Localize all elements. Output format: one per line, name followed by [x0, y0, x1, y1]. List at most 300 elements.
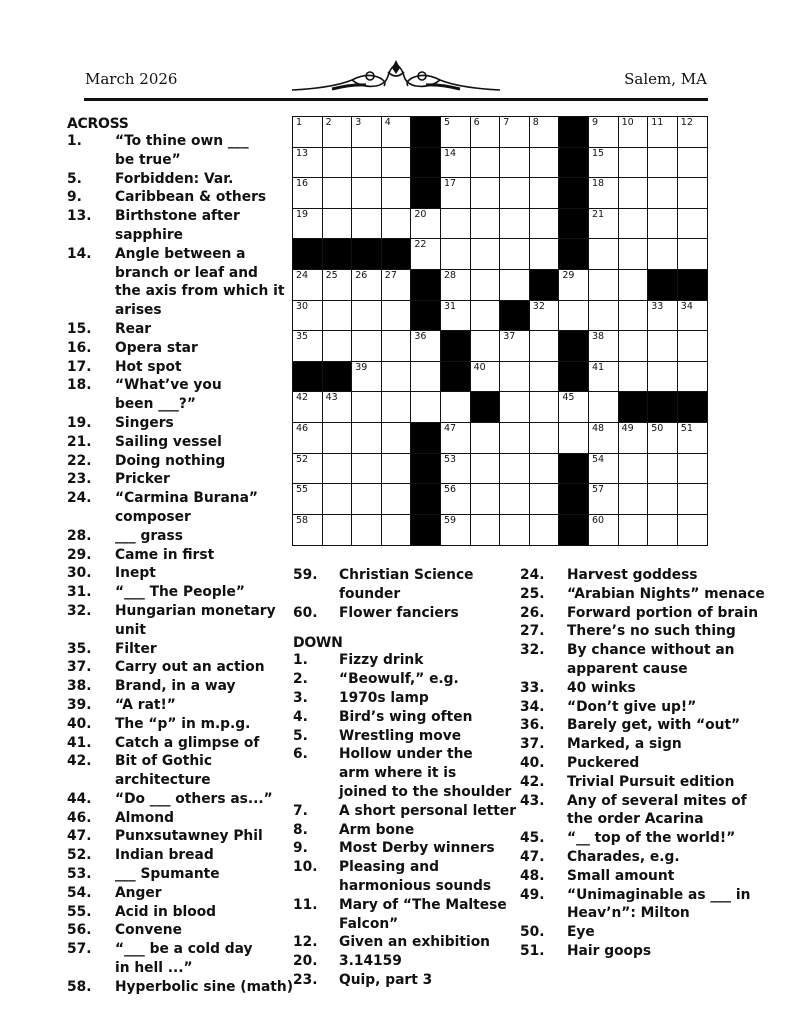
grid-block [410, 514, 441, 546]
grid-cell[interactable] [618, 422, 649, 454]
grid-cell[interactable] [351, 453, 382, 485]
grid-cell[interactable] [558, 391, 589, 423]
grid-cell[interactable] [618, 177, 649, 209]
clue-line [293, 802, 517, 821]
clue-line [293, 933, 513, 952]
grid-cell[interactable] [618, 116, 649, 148]
grid-cell[interactable] [470, 208, 501, 240]
grid-cell[interactable] [381, 147, 412, 179]
clue-text: Hollow under the [339, 746, 473, 763]
grid-block [499, 300, 530, 332]
cell-number: 56 [444, 484, 457, 496]
clue-number: 53. [67, 866, 92, 883]
clue-line [67, 677, 292, 696]
clue-text: Trivial Pursuit edition [567, 773, 735, 790]
grid-cell[interactable] [677, 361, 708, 393]
cell-number: 16 [296, 178, 309, 190]
clue-text: “What’ve you [115, 377, 222, 394]
clue-number: 9. [67, 189, 82, 206]
grid-cell[interactable] [588, 361, 619, 393]
grid-cell[interactable] [470, 422, 501, 454]
grid-cell[interactable] [499, 177, 530, 209]
clue-text: Acid in blood [115, 903, 217, 920]
down-clues-column [520, 566, 765, 961]
grid-cell[interactable] [470, 453, 501, 485]
grid-cell[interactable] [322, 514, 353, 546]
clue-text: “___ The People” [115, 584, 245, 601]
grid-cell[interactable] [588, 422, 619, 454]
grid-cell[interactable] [292, 116, 323, 148]
grid-cell[interactable] [529, 177, 560, 209]
grid-cell[interactable] [410, 208, 441, 240]
grid-cell[interactable] [470, 177, 501, 209]
grid-cell[interactable] [440, 116, 471, 148]
clue-line [293, 783, 513, 802]
clue-text: “Don’t give up!” [567, 698, 697, 715]
cell-number: 36 [414, 331, 427, 343]
grid-cell[interactable] [588, 269, 619, 301]
grid-cell[interactable] [618, 208, 649, 240]
grid-cell[interactable] [647, 483, 678, 515]
grid-cell[interactable] [499, 147, 530, 179]
grid-cell[interactable] [677, 116, 708, 148]
clue-text: arm where it is [339, 765, 457, 782]
clue-number: 29. [67, 546, 92, 563]
grid-cell[interactable] [499, 514, 530, 546]
clue-line [293, 585, 513, 604]
grid-cell[interactable] [440, 269, 471, 301]
grid-block [558, 147, 589, 179]
clue-line [293, 821, 513, 840]
grid-cell[interactable] [677, 483, 708, 515]
clue-text: composer [115, 508, 191, 525]
grid-cell[interactable] [381, 116, 412, 148]
grid-cell[interactable] [618, 147, 649, 179]
grid-cell[interactable] [351, 208, 382, 240]
clue-text: Angle between a [115, 245, 246, 262]
grid-cell[interactable] [470, 361, 501, 393]
clue-line [293, 764, 513, 783]
grid-cell[interactable] [618, 483, 649, 515]
clue-line [67, 339, 292, 358]
grid-block [410, 269, 441, 301]
grid-cell[interactable] [351, 269, 382, 301]
grid-cell[interactable] [322, 391, 353, 423]
grid-cell[interactable] [588, 483, 619, 515]
grid-cell[interactable] [647, 208, 678, 240]
grid-cell[interactable] [618, 514, 649, 546]
grid-cell[interactable] [410, 361, 441, 393]
clue-number: 43. [520, 792, 545, 809]
cell-number: 10 [621, 117, 634, 128]
clue-text: Wrestling move [339, 727, 462, 744]
clue-text: Bird’s wing often [339, 708, 473, 725]
clue-text: unit [115, 621, 146, 638]
grid-cell[interactable] [529, 147, 560, 179]
cell-number: 41 [592, 361, 605, 373]
grid-cell[interactable] [292, 453, 323, 485]
grid-cell[interactable] [647, 422, 678, 454]
grid-cell[interactable] [499, 483, 530, 515]
grid-cell[interactable] [588, 116, 619, 148]
clue-text: Forbidden: Var. [115, 170, 234, 187]
header-date: March 2026 [85, 70, 178, 88]
clue-line [67, 226, 292, 245]
grid-cell[interactable] [381, 177, 412, 209]
grid-cell[interactable] [529, 116, 560, 148]
grid-cell[interactable] [677, 330, 708, 362]
clue-text: Forward portion of brain [567, 604, 759, 621]
grid-cell[interactable] [677, 177, 708, 209]
clue-text: “A rat!” [115, 696, 176, 713]
cell-number: 58 [296, 514, 309, 526]
grid-cell[interactable] [470, 238, 501, 270]
clue-text: 3.14159 [339, 953, 402, 970]
grid-cell[interactable] [588, 208, 619, 240]
clue-line [520, 585, 765, 604]
cell-number: 40 [473, 361, 486, 373]
clue-text: the axis from which it [115, 283, 285, 300]
grid-cell[interactable] [470, 483, 501, 515]
ornament-flourish-icon [292, 58, 500, 94]
grid-cell[interactable] [499, 116, 530, 148]
grid-cell[interactable] [381, 208, 412, 240]
cell-number: 31 [444, 300, 457, 312]
clue-number: 5. [67, 170, 82, 187]
grid-cell[interactable] [440, 147, 471, 179]
grid-cell[interactable] [322, 300, 353, 332]
grid-cell[interactable] [410, 330, 441, 362]
grid-cell[interactable] [410, 238, 441, 270]
grid-cell[interactable] [588, 391, 619, 423]
clue-line [67, 752, 292, 771]
clue-number: 48. [520, 867, 545, 884]
grid-cell[interactable] [558, 300, 589, 332]
cell-number: 37 [503, 331, 516, 343]
clue-text: Marked, a sign [567, 736, 682, 753]
cell-number: 18 [592, 178, 605, 190]
grid-cell[interactable] [558, 269, 589, 301]
clue-line [67, 809, 292, 828]
cell-number: 27 [384, 270, 397, 281]
grid-cell[interactable] [588, 147, 619, 179]
grid-cell[interactable] [677, 422, 708, 454]
cell-number: 32 [532, 300, 545, 312]
clue-line [520, 886, 760, 905]
grid-block [410, 422, 441, 454]
grid-cell[interactable] [292, 514, 323, 546]
clue-line [293, 952, 513, 971]
grid-cell[interactable] [351, 422, 382, 454]
grid-cell[interactable] [351, 483, 382, 515]
grid-cell[interactable] [351, 514, 382, 546]
grid-cell[interactable] [322, 422, 353, 454]
clue-line [67, 640, 292, 659]
clue-number: 10. [293, 859, 318, 876]
grid-cell[interactable] [499, 330, 530, 362]
grid-cell[interactable] [647, 116, 678, 148]
clue-text: “Beowulf,” e.g. [339, 671, 459, 688]
clue-number: 45. [520, 830, 545, 847]
clue-text: “Arabian Nights” menace [567, 585, 765, 602]
grid-cell[interactable] [499, 391, 530, 423]
grid-cell[interactable] [558, 422, 589, 454]
grid-block [470, 391, 501, 423]
grid-cell[interactable] [588, 453, 619, 485]
clue-line [67, 602, 292, 621]
clue-line [67, 658, 292, 677]
grid-cell[interactable] [440, 238, 471, 270]
cell-number: 9 [592, 117, 599, 128]
grid-cell[interactable] [322, 269, 353, 301]
grid-cell[interactable] [677, 147, 708, 179]
grid-cell[interactable] [618, 330, 649, 362]
clue-number: 3. [293, 689, 308, 706]
clue-text: be true” [115, 151, 181, 168]
grid-cell[interactable] [499, 269, 530, 301]
grid-cell[interactable] [351, 177, 382, 209]
grid-cell[interactable] [292, 269, 323, 301]
grid-cell[interactable] [470, 116, 501, 148]
clue-line [67, 564, 292, 583]
grid-cell[interactable] [499, 238, 530, 270]
grid-cell[interactable] [351, 361, 382, 393]
clue-line [520, 867, 760, 886]
grid-cell[interactable] [292, 177, 323, 209]
grid-cell[interactable] [440, 422, 471, 454]
grid-cell[interactable] [588, 238, 619, 270]
clue-text: Fizzy drink [339, 652, 424, 669]
clue-line [520, 942, 760, 961]
grid-block [410, 116, 441, 148]
clue-number: 51. [520, 942, 545, 959]
grid-cell[interactable] [529, 208, 560, 240]
grid-block [410, 300, 441, 332]
clue-line [67, 903, 292, 922]
grid-cell[interactable] [529, 300, 560, 332]
clue-text: Birthstone after [115, 208, 240, 225]
grid-cell[interactable] [529, 483, 560, 515]
clue-number: 32. [67, 602, 92, 619]
grid-cell[interactable] [529, 361, 560, 393]
clue-text: Filter [115, 640, 157, 657]
grid-cell[interactable] [470, 269, 501, 301]
clue-text: Barely get, with “out” [567, 717, 741, 734]
grid-cell[interactable] [381, 361, 412, 393]
clue-text: Convene [115, 922, 182, 939]
clue-line [67, 790, 292, 809]
clue-line [67, 921, 292, 940]
grid-cell[interactable] [322, 177, 353, 209]
clue-number: 17. [67, 358, 92, 375]
grid-cell[interactable] [618, 300, 649, 332]
clue-text: Falcon” [339, 915, 399, 932]
grid-cell[interactable] [381, 330, 412, 362]
clue-line [67, 715, 292, 734]
grid-cell[interactable] [440, 391, 471, 423]
grid-cell[interactable] [440, 208, 471, 240]
clue-number: 52. [67, 847, 92, 864]
clue-number: 8. [293, 821, 308, 838]
grid-cell[interactable] [647, 147, 678, 179]
cell-number: 26 [355, 270, 368, 281]
grid-cell[interactable] [529, 514, 560, 546]
grid-cell[interactable] [351, 330, 382, 362]
clue-text: Caribbean & others [115, 189, 267, 206]
clue-number: 37. [520, 736, 545, 753]
clue-number: 55. [67, 903, 92, 920]
clue-line [293, 971, 513, 990]
grid-cell[interactable] [470, 514, 501, 546]
grid-cell[interactable] [499, 361, 530, 393]
grid-cell[interactable] [677, 514, 708, 546]
grid-cell[interactable] [351, 391, 382, 423]
cell-number: 42 [296, 392, 309, 404]
grid-cell[interactable] [292, 391, 323, 423]
grid-cell[interactable] [440, 483, 471, 515]
clue-text: branch or leaf and [115, 264, 258, 281]
grid-cell[interactable] [647, 177, 678, 209]
across-down-clues-column [293, 566, 517, 990]
clue-number: 2. [293, 671, 308, 688]
clue-line [67, 245, 292, 264]
clue-line [67, 621, 292, 640]
clue-number: 24. [67, 490, 92, 507]
clue-text: There’s no such thing [567, 623, 736, 640]
grid-cell[interactable] [322, 483, 353, 515]
grid-cell[interactable] [677, 238, 708, 270]
grid-cell[interactable] [470, 147, 501, 179]
grid-cell[interactable] [351, 300, 382, 332]
grid-cell[interactable] [440, 177, 471, 209]
grid-cell[interactable] [292, 208, 323, 240]
grid-cell[interactable] [529, 391, 560, 423]
clue-number: 30. [67, 565, 92, 582]
grid-cell[interactable] [588, 330, 619, 362]
grid-cell[interactable] [647, 330, 678, 362]
clue-text: Inept [115, 565, 156, 582]
grid-cell[interactable] [381, 391, 412, 423]
grid-cell[interactable] [618, 269, 649, 301]
clue-number: 9. [293, 840, 308, 857]
grid-cell[interactable] [440, 514, 471, 546]
cell-number: 3 [355, 117, 362, 128]
grid-cell[interactable] [647, 300, 678, 332]
clue-text: 1970s lamp [339, 689, 429, 706]
header-rule [84, 98, 708, 101]
grid-cell[interactable] [588, 177, 619, 209]
grid-cell[interactable] [499, 453, 530, 485]
clue-number: 35. [67, 640, 92, 657]
clue-number: 59. [293, 567, 318, 583]
cell-number: 34 [680, 300, 693, 312]
grid-cell[interactable] [588, 300, 619, 332]
clue-text: architecture [115, 772, 211, 789]
clue-text: sapphire [115, 226, 183, 243]
grid-cell[interactable] [529, 453, 560, 485]
clue-line [67, 884, 292, 903]
grid-cell[interactable] [588, 514, 619, 546]
grid-cell[interactable] [292, 422, 323, 454]
grid-cell[interactable] [470, 330, 501, 362]
clue-text: Pricker [115, 471, 170, 488]
cell-number: 45 [562, 392, 575, 404]
grid-cell[interactable] [529, 330, 560, 362]
grid-cell[interactable] [322, 208, 353, 240]
clue-line [67, 132, 292, 151]
grid-cell[interactable] [381, 514, 412, 546]
clue-number: 50. [520, 924, 545, 941]
grid-cell[interactable] [292, 330, 323, 362]
clue-number: 60. [293, 604, 318, 621]
grid-cell[interactable] [529, 422, 560, 454]
grid-cell[interactable] [470, 300, 501, 332]
clue-line [67, 282, 292, 301]
grid-cell[interactable] [647, 361, 678, 393]
grid-cell[interactable] [381, 422, 412, 454]
cell-number: 39 [355, 361, 368, 373]
grid-cell[interactable] [381, 453, 412, 485]
grid-cell[interactable] [440, 300, 471, 332]
grid-cell[interactable] [647, 514, 678, 546]
clue-line [520, 698, 760, 717]
grid-cell[interactable] [322, 116, 353, 148]
grid-cell[interactable] [618, 238, 649, 270]
clue-number: 27. [520, 623, 545, 640]
grid-cell[interactable] [292, 483, 323, 515]
grid-cell[interactable] [292, 147, 323, 179]
clue-text: Hair goops [567, 942, 652, 959]
clue-line [520, 566, 760, 585]
grid-cell[interactable] [618, 361, 649, 393]
grid-cell[interactable] [381, 483, 412, 515]
grid-cell[interactable] [322, 330, 353, 362]
clue-number: 44. [67, 790, 92, 807]
grid-cell[interactable] [440, 453, 471, 485]
clue-number: 54. [67, 884, 92, 901]
grid-cell[interactable] [499, 422, 530, 454]
grid-cell[interactable] [351, 147, 382, 179]
grid-cell[interactable] [499, 208, 530, 240]
clue-line [293, 877, 513, 896]
grid-block [410, 147, 441, 179]
grid-cell[interactable] [322, 147, 353, 179]
grid-cell[interactable] [381, 269, 412, 301]
grid-cell[interactable] [647, 453, 678, 485]
grid-cell[interactable] [529, 238, 560, 270]
grid-block [292, 238, 323, 270]
cell-number: 47 [444, 423, 457, 434]
grid-cell[interactable] [677, 208, 708, 240]
grid-cell[interactable] [618, 453, 649, 485]
grid-block [677, 391, 708, 423]
grid-cell[interactable] [677, 300, 708, 332]
grid-cell[interactable] [647, 238, 678, 270]
grid-cell[interactable] [677, 453, 708, 485]
grid-cell[interactable] [292, 300, 323, 332]
grid-cell[interactable] [351, 116, 382, 148]
clue-number: 25. [520, 585, 545, 602]
grid-cell[interactable] [322, 453, 353, 485]
clue-number: 6. [293, 746, 308, 763]
grid-cell[interactable] [410, 391, 441, 423]
clue-line [67, 376, 292, 395]
clue-text: Brand, in a way [115, 678, 236, 695]
cell-number: 35 [296, 331, 309, 343]
cell-number: 57 [592, 484, 605, 496]
clue-number: 42. [67, 753, 92, 770]
grid-cell[interactable] [381, 300, 412, 332]
